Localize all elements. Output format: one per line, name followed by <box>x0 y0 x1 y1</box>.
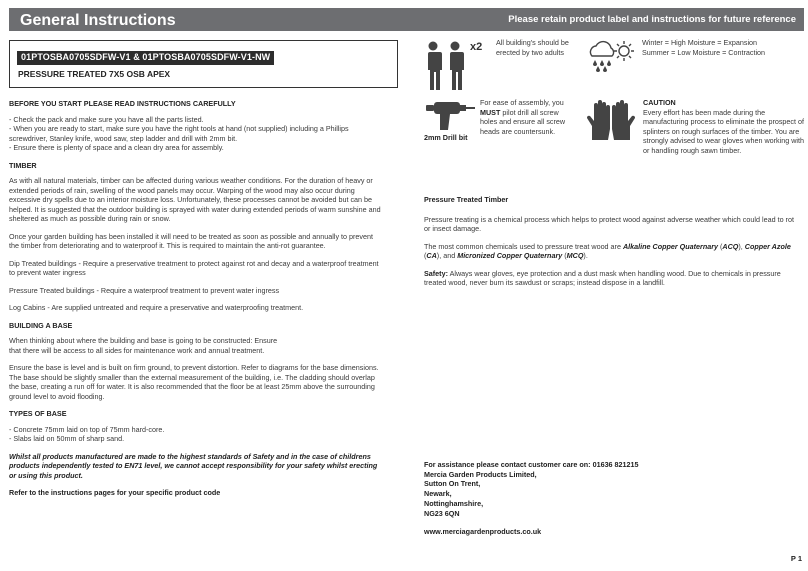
caution-block <box>643 98 805 155</box>
two-adults-text: All building's should be erected by two adults <box>496 38 569 57</box>
base-para-1: When thinking about where the building and base is going to be constructed: Ensure that there will be access to all sides for maintenance work and annual treatment. <box>9 336 278 355</box>
caution-text: Every effort has been made during the manufacturing process to eliminate the prospect of splinters on rough surfaces of the timber. You are strongly advised to wear gloves when working with or handling rough sawn timber. <box>643 107 805 155</box>
header-bar <box>9 8 804 31</box>
pt-para-1: Pressure treating is a chemical process which helps to protect wood against adverse weather which could lead to rot or insect damage. <box>424 214 794 233</box>
timber-para-2: Once your garden building has been installed it will need to be treated as soon as possible and annually to prevent the timber from deteriorating and to waterproof it. This is required to maintain the anti-rot guarantee. <box>9 231 374 250</box>
weather-icon <box>586 38 636 72</box>
two-people-icon <box>423 40 467 92</box>
contact-address: Sutton On Trent, <box>424 479 481 489</box>
page-title: General Instructions <box>20 12 176 29</box>
chemical-3: Micronized Copper Quaternary <box>457 251 563 260</box>
right-column <box>424 195 794 296</box>
chemical-3-abbr: MCQ <box>566 251 584 260</box>
base-para-2: Ensure the base is level and is built on firm ground, to prevent distortion. Refer to diagrams for the base dimensions. The base should be slightly smaller than the external measurement of the building, i.e. The cladding should overlap the base, creating a run off for water. It is also recommended that the floor be at least 25mm above the surrounding ground level to avoid flooding. <box>9 363 379 401</box>
contact-company: Mercia Garden Products Limited, <box>424 469 537 479</box>
drill-text-pre: For ease of assembly, you <box>480 98 564 107</box>
people-multiplier: x2 <box>470 41 483 53</box>
page-number: P 1 <box>790 554 802 564</box>
timber-para-1: As with all natural materials, timber can be affected during various weather conditions. For the duration of heavy or extended periods of rain, swelling of the wood panels may occur. Warping of the wood may also occur during excessive dry spells due to an interior moisture loss. Unfortunately, these processes cannot be avoided but can be helped. It is suggested that the outdoor building is sprayed with water during extended periods of warm sunshine and sheltered as much as possible during rain or snow. <box>9 176 381 223</box>
product-code: 01PTOSBA0705SDFW-V1 & 01PTOSBA0705SDFW-V1-NW <box>17 51 274 65</box>
contact-website[interactable]: www.merciagardenproducts.co.uk <box>424 527 542 537</box>
drill-bit-label: 2mm Drill bit <box>424 133 468 142</box>
product-box <box>9 40 398 88</box>
pt-para-2-pre: The most common chemicals used to pressure treat wood are <box>424 241 621 251</box>
before-heading: BEFORE YOU START PLEASE READ INSTRUCTIONS CAREFULLY <box>9 99 236 108</box>
winter-line: Winter = High Moisture = Expansion <box>642 38 758 47</box>
before-line: - Ensure there is plenty of space and a clean dry area for assembly. <box>9 143 224 152</box>
chemical-1-abbr: ACQ <box>722 241 739 251</box>
contact-address: Nottinghamshire, <box>424 498 484 508</box>
chemical-1: Alkaline Copper Quaternary <box>622 241 719 251</box>
and-text: , and <box>439 251 456 260</box>
header-note: Please retain product label and instructions for future reference <box>508 14 796 25</box>
left-column <box>9 99 381 498</box>
before-list <box>9 115 381 153</box>
drill-icon <box>424 99 476 133</box>
chemical-2-abbr: CA <box>426 251 437 260</box>
drill-must: MUST <box>480 107 501 117</box>
timber-para-3: Dip Treated buildings - Require a preservative treatment to protect against rot and decay and a waterproof treatment to prevent water ingress <box>9 258 379 277</box>
contact-phone: For assistance please contact customer care on: 01636 821215 <box>424 460 639 469</box>
pt-heading: Pressure Treated Timber <box>424 195 509 204</box>
pt-para-2: The most common chemicals used to pressure treat wood are Alkaline Copper Quaternary (ACQ), Copper Azole (CA), and Micronized Copper Quaternary (MCQ). <box>424 241 791 260</box>
before-line: - Check the pack and make sure you have all the parts listed. <box>9 114 204 124</box>
drill-text <box>480 98 576 136</box>
weather-text <box>642 38 802 57</box>
drill-text-post: pilot drill all screw holes and ensure all screw heads are countersunk. <box>480 107 566 136</box>
contact-address: Newark, <box>424 489 452 499</box>
safety-text: Always wear gloves, eye protection and a dust mask when handling wood. Due to chemicals in pressure treated wood, never burn its sawdust or scraps; instead dispose in a landfill. <box>424 268 781 287</box>
timber-para-4: Pressure Treated buildings - Require a waterproof treatment to prevent water ingress <box>9 285 280 295</box>
summer-line: Summer = Low Moisture = Contraction <box>642 47 766 57</box>
types-line: - Concrete 75mm laid on top of 75mm hard-core. <box>9 424 165 434</box>
safety-para <box>424 269 794 288</box>
caution-title: CAUTION <box>643 98 676 107</box>
disclaimer: Whilst all products manufactured are made to the highest standards of Safety and in the case of childrens products independently tested to EN71 level, we cannot accept responsibility for your safety whilst erecting or using this product. <box>9 451 378 480</box>
types-line: - Slabs laid on 50mm of sharp sand. <box>9 434 125 443</box>
base-heading: BUILDING A BASE <box>9 320 73 330</box>
safety-label: Safety: <box>424 268 448 278</box>
timber-para-5: Log Cabins - Are supplied untreated and require a preservative and waterproofing treatment. <box>9 303 304 312</box>
timber-heading: TIMBER <box>9 160 37 170</box>
contact-block <box>424 460 794 537</box>
types-heading: TYPES OF BASE <box>9 409 67 418</box>
before-line: - When you are ready to start, make sure you have the right tools at hand (not supplied) including a Phillips screwdriver, Stanley knife, wood saw, step ladder and drill with 2mm bit. <box>9 124 349 143</box>
product-name: PRESSURE TREATED 7X5 OSB APEX <box>18 69 171 79</box>
refer-note: Refer to the instructions pages for your specific product code <box>9 488 221 497</box>
contact-postcode: NG23 6QN <box>424 508 460 518</box>
types-list <box>9 425 381 444</box>
chemical-2: Copper Azole <box>744 241 791 251</box>
gloves-icon <box>586 98 636 142</box>
